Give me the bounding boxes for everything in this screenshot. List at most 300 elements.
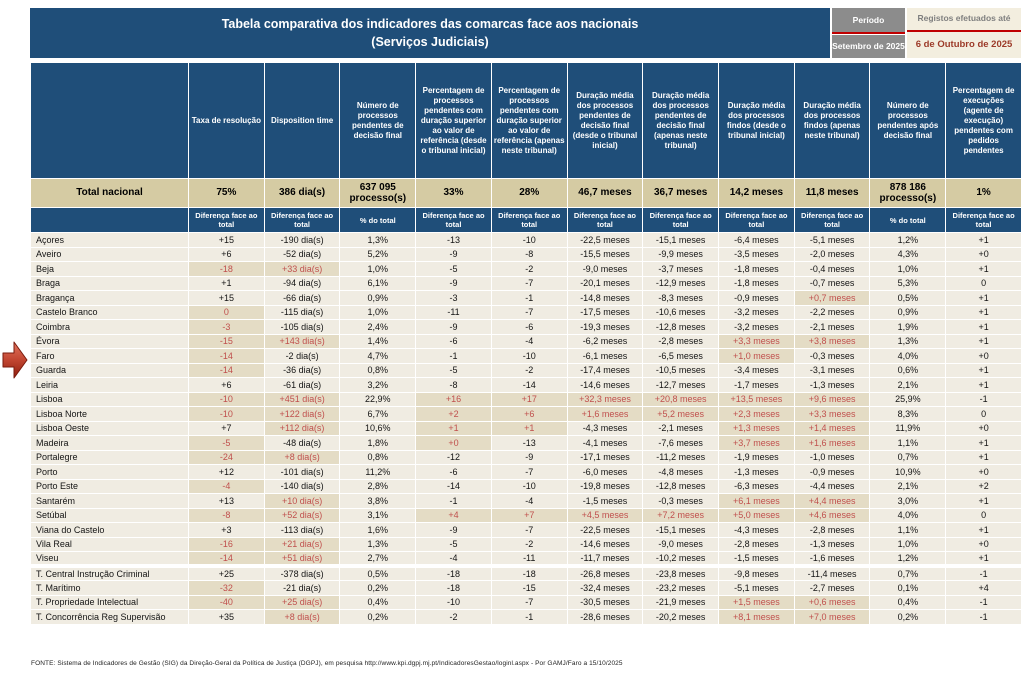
table-row bbox=[31, 581, 1022, 596]
data-cell: -9,8 meses bbox=[719, 566, 795, 581]
data-cell: -6 bbox=[416, 334, 492, 349]
data-cell: -0,3 meses bbox=[794, 349, 870, 364]
data-cell: +15 bbox=[189, 233, 265, 248]
data-cell: -1,8 meses bbox=[719, 262, 795, 277]
data-cell: -17,5 meses bbox=[567, 305, 643, 320]
row-name: Braga bbox=[31, 276, 189, 291]
data-cell: +1 bbox=[946, 291, 1022, 306]
subheader-blank bbox=[31, 208, 189, 233]
data-cell: -9,0 meses bbox=[643, 537, 719, 552]
data-cell: -2,8 meses bbox=[719, 537, 795, 552]
table-row bbox=[31, 523, 1022, 538]
data-cell: 1,9% bbox=[870, 320, 946, 335]
data-cell: -115 dia(s) bbox=[264, 305, 340, 320]
source-note: FONTE: Sistema de Indicadores de Gestão (SIG) da Direção-Geral da Política de Justiça (DGPJ), em pesquisa http://www.kpi.dgpj.mj.pt/IndicadoresGestao/loginl.aspx - Por GAMJ/Faro a 15/10/2025 bbox=[31, 660, 623, 667]
data-cell: -1 bbox=[946, 610, 1022, 625]
data-cell: -6 bbox=[416, 465, 492, 480]
data-cell: 25,9% bbox=[870, 392, 946, 407]
table-row bbox=[31, 349, 1022, 364]
data-cell: 1,3% bbox=[870, 334, 946, 349]
column-header: Número de processos pendentes após decisão final bbox=[870, 63, 946, 179]
data-cell: +4,5 meses bbox=[567, 508, 643, 523]
table-row bbox=[31, 392, 1022, 407]
table-row bbox=[31, 378, 1022, 393]
data-cell: -4 bbox=[189, 479, 265, 494]
total-cell: 11,8 meses bbox=[794, 179, 870, 208]
row-name: T. Marítimo bbox=[31, 581, 189, 596]
row-name: Leiria bbox=[31, 378, 189, 393]
subheader-cell: % do total bbox=[340, 208, 416, 233]
data-cell: 5,2% bbox=[340, 247, 416, 262]
row-name: Lisboa Norte bbox=[31, 407, 189, 422]
data-cell: -5 bbox=[189, 436, 265, 451]
data-cell: -12,8 meses bbox=[643, 479, 719, 494]
data-cell: +7,2 meses bbox=[643, 508, 719, 523]
data-cell: -14 bbox=[189, 349, 265, 364]
column-header: Duração média dos processos pendentes de decisão final (desde o tribunal inicial) bbox=[567, 63, 643, 179]
row-name: Évora bbox=[31, 334, 189, 349]
data-cell: -1 bbox=[416, 494, 492, 509]
data-cell: -12,8 meses bbox=[643, 320, 719, 335]
data-cell: +21 dia(s) bbox=[264, 537, 340, 552]
data-cell: +20,8 meses bbox=[643, 392, 719, 407]
data-cell: -14,6 meses bbox=[567, 537, 643, 552]
data-cell: +8,1 meses bbox=[719, 610, 795, 625]
column-header: Número de processos pendentes de decisão final bbox=[340, 63, 416, 179]
data-cell: +1 bbox=[946, 378, 1022, 393]
column-header: Percentagem de execuções (agente de execução) pendentes com pedidos pendentes bbox=[946, 63, 1022, 179]
data-cell: +33 dia(s) bbox=[264, 262, 340, 277]
total-cell: 28% bbox=[491, 179, 567, 208]
data-cell: 10,6% bbox=[340, 421, 416, 436]
data-cell: 0,7% bbox=[870, 450, 946, 465]
data-cell: +4 bbox=[416, 508, 492, 523]
indicators-table bbox=[30, 62, 1022, 625]
data-cell: +1 bbox=[946, 523, 1022, 538]
data-cell: -21,9 meses bbox=[643, 595, 719, 610]
data-cell: -0,9 meses bbox=[719, 291, 795, 306]
data-cell: +1 bbox=[946, 363, 1022, 378]
data-cell: -10,5 meses bbox=[643, 363, 719, 378]
data-cell: -14 bbox=[416, 479, 492, 494]
data-cell: -32,4 meses bbox=[567, 581, 643, 596]
data-cell: -105 dia(s) bbox=[264, 320, 340, 335]
subheader-cell: Diferença face ao total bbox=[946, 208, 1022, 233]
row-name: Viseu bbox=[31, 552, 189, 567]
subheader-row bbox=[31, 208, 1022, 233]
row-name: Vila Real bbox=[31, 537, 189, 552]
data-cell: +4,4 meses bbox=[794, 494, 870, 509]
data-cell: +25 dia(s) bbox=[264, 595, 340, 610]
table-row bbox=[31, 494, 1022, 509]
data-cell: -6,5 meses bbox=[643, 349, 719, 364]
data-cell: -2,7 meses bbox=[794, 581, 870, 596]
data-cell: 2,7% bbox=[340, 552, 416, 567]
data-cell: -20,1 meses bbox=[567, 276, 643, 291]
data-cell: +1 bbox=[416, 421, 492, 436]
data-cell: -6,0 meses bbox=[567, 465, 643, 480]
table-row bbox=[31, 320, 1022, 335]
data-cell: -3 bbox=[189, 320, 265, 335]
data-cell: -13 bbox=[416, 233, 492, 248]
total-cell: 1% bbox=[946, 179, 1022, 208]
data-cell: +0 bbox=[946, 537, 1022, 552]
data-cell: -12 bbox=[416, 450, 492, 465]
table-row bbox=[31, 233, 1022, 248]
data-cell: +7 bbox=[491, 508, 567, 523]
data-cell: 1,0% bbox=[870, 537, 946, 552]
data-cell: -5,1 meses bbox=[719, 581, 795, 596]
row-name: Santarém bbox=[31, 494, 189, 509]
data-cell: -24 bbox=[189, 450, 265, 465]
data-cell: -3 bbox=[416, 291, 492, 306]
subheader-cell: Diferença face ao total bbox=[719, 208, 795, 233]
data-cell: -8 bbox=[491, 247, 567, 262]
data-cell: -1,8 meses bbox=[719, 276, 795, 291]
data-cell: 2,1% bbox=[870, 479, 946, 494]
data-cell: -11,4 meses bbox=[794, 566, 870, 581]
total-row bbox=[31, 179, 1022, 208]
data-cell: 1,0% bbox=[340, 262, 416, 277]
data-cell: 0 bbox=[189, 305, 265, 320]
data-cell: -7 bbox=[491, 523, 567, 538]
data-cell: -3,5 meses bbox=[719, 247, 795, 262]
data-cell: -14 bbox=[189, 552, 265, 567]
data-cell: +0 bbox=[946, 421, 1022, 436]
data-cell: -2,1 meses bbox=[643, 421, 719, 436]
data-cell: +0,7 meses bbox=[794, 291, 870, 306]
data-cell: -3,7 meses bbox=[643, 262, 719, 277]
data-cell: -4,8 meses bbox=[643, 465, 719, 480]
data-cell: 0 bbox=[946, 276, 1022, 291]
data-cell: 22,9% bbox=[340, 392, 416, 407]
data-cell: -48 dia(s) bbox=[264, 436, 340, 451]
data-cell: 1,3% bbox=[340, 537, 416, 552]
column-header: Duração média dos processos pendentes de decisão final (apenas neste tribunal) bbox=[643, 63, 719, 179]
data-cell: +0 bbox=[946, 247, 1022, 262]
data-cell: +3 bbox=[189, 523, 265, 538]
title-line2: (Serviços Judiciais) bbox=[371, 35, 489, 49]
row-name: Madeira bbox=[31, 436, 189, 451]
row-name: Faro bbox=[31, 349, 189, 364]
total-cell: 33% bbox=[416, 179, 492, 208]
data-cell: -9 bbox=[491, 450, 567, 465]
table-row bbox=[31, 436, 1022, 451]
row-name: T. Central Instrução Criminal bbox=[31, 566, 189, 581]
data-cell: -2,2 meses bbox=[794, 305, 870, 320]
data-cell: 1,0% bbox=[340, 305, 416, 320]
data-cell: -14,6 meses bbox=[567, 378, 643, 393]
total-cell: 46,7 meses bbox=[567, 179, 643, 208]
data-cell: +10 dia(s) bbox=[264, 494, 340, 509]
records-box bbox=[907, 8, 1021, 58]
total-cell: 878 186 processo(s) bbox=[870, 179, 946, 208]
data-cell: +3,8 meses bbox=[794, 334, 870, 349]
data-cell: 0,9% bbox=[870, 305, 946, 320]
data-cell: +2 bbox=[946, 479, 1022, 494]
row-name: Guarda bbox=[31, 363, 189, 378]
row-name: Viana do Castelo bbox=[31, 523, 189, 538]
column-header: Duração média dos processos findos (desde o tribunal inicial) bbox=[719, 63, 795, 179]
data-cell: -190 dia(s) bbox=[264, 233, 340, 248]
data-cell: -1,9 meses bbox=[719, 450, 795, 465]
data-cell: +7 bbox=[189, 421, 265, 436]
data-cell: 0,6% bbox=[870, 363, 946, 378]
row-name: Açores bbox=[31, 233, 189, 248]
data-cell: 1,1% bbox=[870, 436, 946, 451]
data-cell: +1 bbox=[491, 421, 567, 436]
table-row bbox=[31, 262, 1022, 277]
data-cell: -6,2 meses bbox=[567, 334, 643, 349]
row-name: Lisboa Oeste bbox=[31, 421, 189, 436]
data-cell: 0,4% bbox=[870, 595, 946, 610]
data-cell: -10 bbox=[416, 595, 492, 610]
data-cell: -15,1 meses bbox=[643, 523, 719, 538]
data-cell: -4,3 meses bbox=[567, 421, 643, 436]
data-cell: 0 bbox=[946, 407, 1022, 422]
records-until-label: Registos efetuados até bbox=[907, 8, 1021, 32]
data-cell: +1 bbox=[946, 450, 1022, 465]
data-cell: -30,5 meses bbox=[567, 595, 643, 610]
data-cell: -7 bbox=[491, 465, 567, 480]
data-cell: +0,6 meses bbox=[794, 595, 870, 610]
data-cell: +25 bbox=[189, 566, 265, 581]
table-row bbox=[31, 610, 1022, 625]
data-cell: 1,0% bbox=[870, 262, 946, 277]
data-cell: 11,9% bbox=[870, 421, 946, 436]
data-cell: -0,3 meses bbox=[643, 494, 719, 509]
data-cell: 4,7% bbox=[340, 349, 416, 364]
row-name: Aveiro bbox=[31, 247, 189, 262]
data-cell: -5,1 meses bbox=[794, 233, 870, 248]
row-name: Castelo Branco bbox=[31, 305, 189, 320]
data-cell: +6 bbox=[189, 247, 265, 262]
data-cell: -11 bbox=[491, 552, 567, 567]
data-cell: 0,5% bbox=[340, 566, 416, 581]
data-cell: -3,2 meses bbox=[719, 320, 795, 335]
data-cell: +1 bbox=[946, 262, 1022, 277]
data-cell: +1,6 meses bbox=[794, 436, 870, 451]
data-cell: +1,3 meses bbox=[719, 421, 795, 436]
data-cell: +16 bbox=[416, 392, 492, 407]
data-cell: 0,2% bbox=[870, 610, 946, 625]
subheader-cell: Diferença face ao total bbox=[491, 208, 567, 233]
data-cell: 0,5% bbox=[870, 291, 946, 306]
table-row bbox=[31, 479, 1022, 494]
data-cell: 2,8% bbox=[340, 479, 416, 494]
data-cell: +5,0 meses bbox=[719, 508, 795, 523]
data-cell: -66 dia(s) bbox=[264, 291, 340, 306]
data-cell: -40 bbox=[189, 595, 265, 610]
data-cell: -15,1 meses bbox=[643, 233, 719, 248]
data-cell: 1,6% bbox=[340, 523, 416, 538]
data-cell: -11,7 meses bbox=[567, 552, 643, 567]
data-cell: -22,5 meses bbox=[567, 523, 643, 538]
data-cell: 0,2% bbox=[340, 610, 416, 625]
row-name: Porto bbox=[31, 465, 189, 480]
data-cell: 1,4% bbox=[340, 334, 416, 349]
data-cell: +52 dia(s) bbox=[264, 508, 340, 523]
data-cell: +0 bbox=[946, 465, 1022, 480]
table-row bbox=[31, 247, 1022, 262]
data-cell: -10,6 meses bbox=[643, 305, 719, 320]
data-cell: 2,4% bbox=[340, 320, 416, 335]
data-cell: +35 bbox=[189, 610, 265, 625]
data-cell: +1 bbox=[946, 494, 1022, 509]
data-cell: +1 bbox=[946, 320, 1022, 335]
data-cell: -23,8 meses bbox=[643, 566, 719, 581]
data-cell: -9 bbox=[416, 276, 492, 291]
column-header: Duração média dos processos findos (apenas neste tribunal) bbox=[794, 63, 870, 179]
data-cell: -1,3 meses bbox=[719, 465, 795, 480]
table-row bbox=[31, 334, 1022, 349]
table-row bbox=[31, 363, 1022, 378]
data-cell: +3,3 meses bbox=[794, 407, 870, 422]
data-cell: 1,2% bbox=[870, 552, 946, 567]
data-cell: -6 bbox=[491, 320, 567, 335]
data-cell: +5,2 meses bbox=[643, 407, 719, 422]
data-cell: -2 bbox=[491, 537, 567, 552]
data-cell: 5,3% bbox=[870, 276, 946, 291]
data-cell: -16 bbox=[189, 537, 265, 552]
total-cell: 14,2 meses bbox=[719, 179, 795, 208]
data-cell: -21 dia(s) bbox=[264, 581, 340, 596]
row-name: T. Concorrência Reg Supervisão bbox=[31, 610, 189, 625]
subheader-cell: % do total bbox=[870, 208, 946, 233]
data-cell: +1 bbox=[946, 552, 1022, 567]
data-cell: 8,3% bbox=[870, 407, 946, 422]
data-cell: -1,5 meses bbox=[567, 494, 643, 509]
data-cell: -94 dia(s) bbox=[264, 276, 340, 291]
data-cell: -36 dia(s) bbox=[264, 363, 340, 378]
data-cell: +1 bbox=[946, 233, 1022, 248]
records-until-date: 6 de Outubro de 2025 bbox=[915, 38, 1013, 50]
data-cell: 3,8% bbox=[340, 494, 416, 509]
data-cell: +0 bbox=[416, 436, 492, 451]
data-cell: -1 bbox=[946, 566, 1022, 581]
data-cell: -1 bbox=[491, 610, 567, 625]
data-cell: -4 bbox=[416, 552, 492, 567]
data-cell: +12 bbox=[189, 465, 265, 480]
data-cell: -0,9 meses bbox=[794, 465, 870, 480]
subheader-cell: Diferença face ao total bbox=[264, 208, 340, 233]
data-cell: +6,1 meses bbox=[719, 494, 795, 509]
data-cell: -10 bbox=[189, 392, 265, 407]
data-cell: -8 bbox=[189, 508, 265, 523]
data-cell: -0,4 meses bbox=[794, 262, 870, 277]
data-cell: -9,9 meses bbox=[643, 247, 719, 262]
data-cell: +13 bbox=[189, 494, 265, 509]
data-cell: -1 bbox=[946, 595, 1022, 610]
data-cell: -4,3 meses bbox=[719, 523, 795, 538]
data-cell: -0,7 meses bbox=[794, 276, 870, 291]
data-cell: +6 bbox=[491, 407, 567, 422]
data-cell: -15 bbox=[189, 334, 265, 349]
data-cell: -17,1 meses bbox=[567, 450, 643, 465]
subheader-cell: Diferença face ao total bbox=[567, 208, 643, 233]
data-cell: -1,5 meses bbox=[719, 552, 795, 567]
data-cell: +51 dia(s) bbox=[264, 552, 340, 567]
data-cell: -11,2 meses bbox=[643, 450, 719, 465]
data-cell: -32 bbox=[189, 581, 265, 596]
data-cell: -140 dia(s) bbox=[264, 479, 340, 494]
table-row bbox=[31, 421, 1022, 436]
subheader-cell: Diferença face ao total bbox=[643, 208, 719, 233]
data-cell: -6,1 meses bbox=[567, 349, 643, 364]
column-header: Percentagem de processos pendentes com duração superior ao valor de referência (desde o tribunal inicial) bbox=[416, 63, 492, 179]
data-cell: -7,6 meses bbox=[643, 436, 719, 451]
data-cell: -7 bbox=[491, 276, 567, 291]
data-cell: -18 bbox=[416, 566, 492, 581]
data-cell: +0 bbox=[946, 349, 1022, 364]
table-row bbox=[31, 566, 1022, 581]
data-cell: -20,2 meses bbox=[643, 610, 719, 625]
data-cell: 0,2% bbox=[340, 581, 416, 596]
total-cell: 637 095 processo(s) bbox=[340, 179, 416, 208]
data-cell: -52 dia(s) bbox=[264, 247, 340, 262]
data-cell: -14 bbox=[491, 378, 567, 393]
data-cell: -14,8 meses bbox=[567, 291, 643, 306]
data-cell: +1,0 meses bbox=[719, 349, 795, 364]
data-cell: +8 dia(s) bbox=[264, 450, 340, 465]
data-cell: 1,8% bbox=[340, 436, 416, 451]
data-cell: +3,7 meses bbox=[719, 436, 795, 451]
row-name: Coimbra bbox=[31, 320, 189, 335]
data-cell: +1 bbox=[946, 436, 1022, 451]
data-cell: -12,7 meses bbox=[643, 378, 719, 393]
data-cell: -13 bbox=[491, 436, 567, 451]
data-cell: +1 bbox=[189, 276, 265, 291]
data-cell: -101 dia(s) bbox=[264, 465, 340, 480]
data-cell: +17 bbox=[491, 392, 567, 407]
data-cell: -26,8 meses bbox=[567, 566, 643, 581]
data-cell: -18 bbox=[491, 566, 567, 581]
data-cell: +2,3 meses bbox=[719, 407, 795, 422]
data-cell: -1,3 meses bbox=[794, 537, 870, 552]
data-cell: +1,4 meses bbox=[794, 421, 870, 436]
data-cell: 6,7% bbox=[340, 407, 416, 422]
data-cell: -12,9 meses bbox=[643, 276, 719, 291]
data-cell: -18 bbox=[416, 581, 492, 596]
data-cell: -17,4 meses bbox=[567, 363, 643, 378]
data-cell: -1 bbox=[946, 392, 1022, 407]
data-cell: -28,6 meses bbox=[567, 610, 643, 625]
data-cell: -2 bbox=[491, 363, 567, 378]
period-value: Setembro de 2025 bbox=[832, 35, 905, 59]
data-cell: -6,4 meses bbox=[719, 233, 795, 248]
data-cell: -1 bbox=[416, 349, 492, 364]
data-cell: 11,2% bbox=[340, 465, 416, 480]
data-cell: 0,7% bbox=[870, 566, 946, 581]
data-cell: 0,8% bbox=[340, 363, 416, 378]
data-cell: -5 bbox=[416, 262, 492, 277]
data-cell: +3,3 meses bbox=[719, 334, 795, 349]
data-cell: -10 bbox=[491, 233, 567, 248]
data-cell: +143 dia(s) bbox=[264, 334, 340, 349]
data-cell: -22,5 meses bbox=[567, 233, 643, 248]
total-cell: 36,7 meses bbox=[643, 179, 719, 208]
data-cell: -1,7 meses bbox=[719, 378, 795, 393]
page-title bbox=[30, 8, 830, 58]
data-cell: -113 dia(s) bbox=[264, 523, 340, 538]
table-row bbox=[31, 450, 1022, 465]
data-cell: +15 bbox=[189, 291, 265, 306]
data-cell: -6,3 meses bbox=[719, 479, 795, 494]
data-cell: -9 bbox=[416, 523, 492, 538]
table-row bbox=[31, 537, 1022, 552]
table-row bbox=[31, 552, 1022, 567]
total-cell: 75% bbox=[189, 179, 265, 208]
